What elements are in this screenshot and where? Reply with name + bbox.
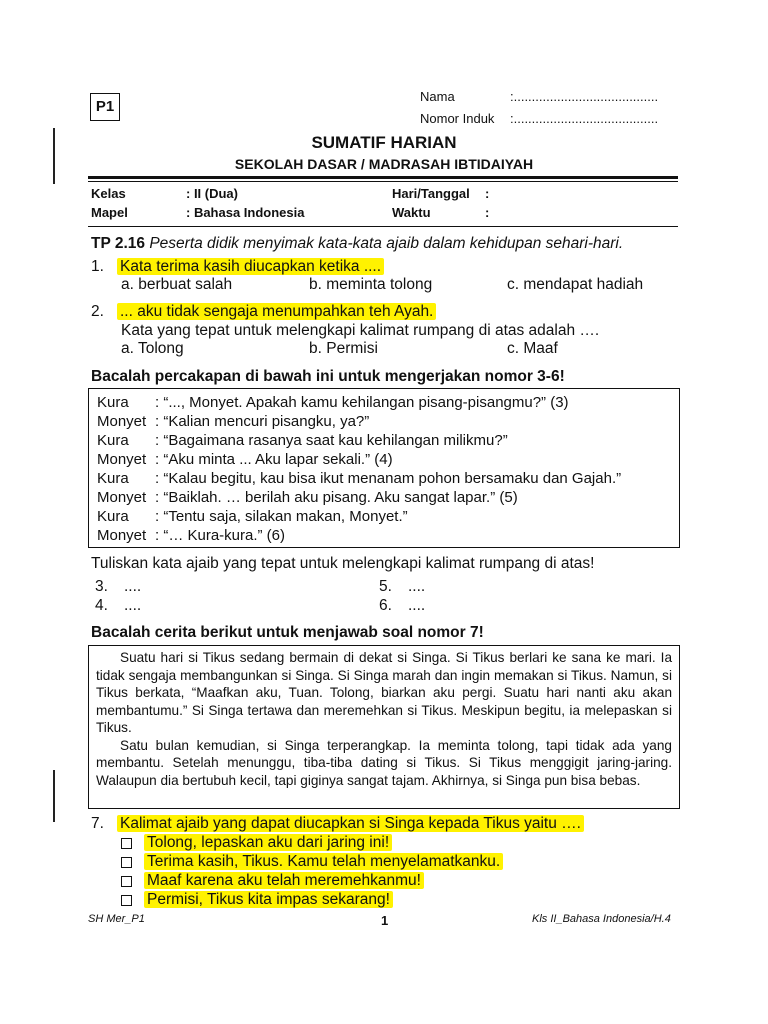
q7-option-label[interactable] — [144, 852, 503, 871]
q7-option-label[interactable] — [144, 871, 424, 890]
q2-option-b[interactable]: b. Permisi — [309, 340, 378, 357]
q1-text — [117, 257, 384, 276]
dialog-line — [97, 526, 285, 545]
q1-option-b[interactable]: b. meminta tolong — [309, 276, 433, 293]
q7-option-label[interactable] — [144, 833, 392, 852]
nomor-induk-label: Nomor Induk — [420, 111, 495, 126]
q1-number: 1. — [91, 258, 104, 275]
q7-option-checkbox[interactable] — [121, 895, 132, 906]
q2-subtext: Kata yang tepat untuk melengkapi kalimat rumpang di atas adalah …. — [121, 322, 600, 339]
q2-option-c[interactable]: c. Maaf — [507, 340, 558, 357]
dialog-line — [97, 450, 393, 469]
learning-objective — [91, 234, 623, 253]
dialog-speaker: Monyet — [97, 489, 147, 506]
dialog-text: : “Kalau begitu, kau bisa ikut menanam pohon bersamaku dan Gajah.” — [155, 470, 622, 487]
story-heading: Bacalah cerita berikut untuk menjawab soal nomor 7! — [91, 624, 484, 641]
fill-instruction: Tuliskan kata ajaib yang tepat untuk melengkapi kalimat rumpang di atas! — [91, 555, 595, 572]
page-title: SUMATIF HARIAN — [311, 133, 457, 152]
q7-option-text: Terima kasih, Tikus. Kamu telah menyelamatkanku. — [144, 853, 503, 870]
q7-option-checkbox[interactable] — [121, 838, 132, 849]
dialog-line — [97, 393, 569, 412]
q7-option-checkbox[interactable] — [121, 857, 132, 868]
hari-tanggal-label: Hari/Tanggal — [392, 186, 470, 201]
dialog-text: : “Kalian mencuri pisangku, ya?” — [155, 413, 370, 430]
answer-3-blank[interactable]: .... — [124, 578, 142, 595]
dialog-line — [97, 412, 369, 431]
answer-4-blank[interactable]: .... — [124, 597, 142, 614]
dialog-text: : “..., Monyet. Apakah kamu kehilangan pisang-pisangmu?” (3) — [155, 394, 569, 411]
q2-number: 2. — [91, 303, 104, 320]
tp-code: TP 2.16 — [91, 235, 146, 252]
nomor-induk-field[interactable]: :........................................ — [510, 111, 659, 126]
dialog-text: : “Tentu saja, silakan makan, Monyet.” — [155, 508, 408, 525]
q7-option-text: Tolong, lepaskan aku dari jaring ini! — [144, 834, 392, 851]
dialog-box — [88, 388, 680, 548]
waktu-value[interactable]: : — [485, 205, 490, 220]
nama-label: Nama — [420, 89, 455, 104]
kelas-value: : II (Dua) — [186, 186, 238, 201]
q7-option-label[interactable] — [144, 890, 393, 909]
kelas-label: Kelas — [91, 186, 126, 201]
q2-option-a[interactable]: a. Tolong — [121, 340, 184, 357]
q7-number: 7. — [91, 815, 104, 832]
footer-code: SH Mer_P1 — [88, 913, 145, 925]
dialog-speaker: Kura — [97, 470, 129, 487]
q2-question: ... aku tidak sengaja menumpahkan teh Ayah. — [117, 303, 436, 320]
story-box — [88, 645, 680, 809]
dialog-speaker: Kura — [97, 432, 129, 449]
dialog-line — [97, 507, 408, 526]
header-rule-thin — [88, 181, 678, 182]
info-rule — [88, 226, 678, 227]
answer-4-number: 4. — [95, 597, 108, 614]
dialog-speaker: Monyet — [97, 527, 147, 544]
dialog-speaker: Kura — [97, 394, 129, 411]
q2-text — [117, 302, 436, 321]
q1-question: Kata terima kasih diucapkan ketika .... — [117, 258, 384, 275]
answer-6-blank[interactable]: .... — [408, 597, 426, 614]
page-number: 1 — [381, 913, 389, 928]
answer-3-number: 3. — [95, 578, 108, 595]
footer-subject: Kls II_Bahasa Indonesia/H.4 — [532, 913, 671, 925]
waktu-label: Waktu — [392, 205, 431, 220]
dialog-line — [97, 488, 518, 507]
dialog-text: : “Baiklah. … berilah aku pisang. Aku sangat lapar.” (5) — [155, 489, 518, 506]
mapel-value: : Bahasa Indonesia — [186, 205, 305, 220]
answer-6-number: 6. — [379, 597, 392, 614]
paper-code-box: P1 — [90, 93, 120, 121]
story-paragraph-1: Suatu hari si Tikus sedang bermain di dekat si Singa. Si Tikus berlari ke sana ke mari. Ia tidak sengaja membangunkan si Singa. Si Singa marah dan ingin memakan si Tikus. Namun, si Tikus berkata, “Maafkan aku, Tuan. Tolong, biarkan aku pergi. Suatu hari nanti aku akan membantumu.” Si Singa tertawa dan meremehkan si Tikus. Meskipun begitu, ia melepaskan si Tikus. — [96, 650, 672, 735]
answer-5-number: 5. — [379, 578, 392, 595]
dialog-speaker: Kura — [97, 508, 129, 525]
header-rule — [88, 176, 678, 179]
q7-option-checkbox[interactable] — [121, 876, 132, 887]
dialog-line — [97, 431, 508, 450]
q7-question: Kalimat ajaib yang dapat diucapkan si Singa kepada Tikus yaitu …. — [117, 815, 584, 832]
answer-5-blank[interactable]: .... — [408, 578, 426, 595]
dialog-text: : “Bagaimana rasanya saat kau kehilangan milikmu?” — [155, 432, 508, 449]
q7-option-text: Permisi, Tikus kita impas sekarang! — [144, 891, 393, 908]
dialog-line — [97, 469, 621, 488]
dialog-text: : “… Kura-kura.” (6) — [155, 527, 286, 544]
q7-text — [117, 814, 584, 833]
q1-option-c[interactable]: c. mendapat hadiah — [507, 276, 644, 293]
hari-tanggal-value[interactable]: : — [485, 186, 490, 201]
nama-field[interactable]: :........................................ — [510, 89, 659, 104]
dialog-text: : “Aku minta ... Aku lapar sekali.” (4) — [155, 451, 393, 468]
page-subtitle: SEKOLAH DASAR / MADRASAH IBTIDAIYAH — [234, 156, 534, 172]
dialog-heading: Bacalah percakapan di bawah ini untuk mengerjakan nomor 3-6! — [91, 368, 565, 385]
story-paragraph-2: Satu bulan kemudian, si Singa terperangkap. Ia meminta tolong, tapi tidak ada yang membantu. Setelah menunggu, tiba-tiba dating si Tikus. Si Tikus menggigit jaring-jaring. Walaupun dia bertubuh kecil, tapi giginya sangat tajam. Akhirnya, si Singa pun bisa bebas. — [96, 737, 672, 788]
tp-text: Peserta didik menyimak kata-kata ajaib dalam kehidupan sehari-hari. — [149, 235, 624, 252]
q7-option-text: Maaf karena aku telah meremehkanmu! — [144, 872, 424, 889]
dialog-speaker: Monyet — [97, 451, 147, 468]
mapel-label: Mapel — [91, 205, 128, 220]
dialog-speaker: Monyet — [97, 413, 147, 430]
q1-option-a[interactable]: a. berbuat salah — [121, 276, 233, 293]
margin-mark-bottom — [53, 770, 55, 822]
